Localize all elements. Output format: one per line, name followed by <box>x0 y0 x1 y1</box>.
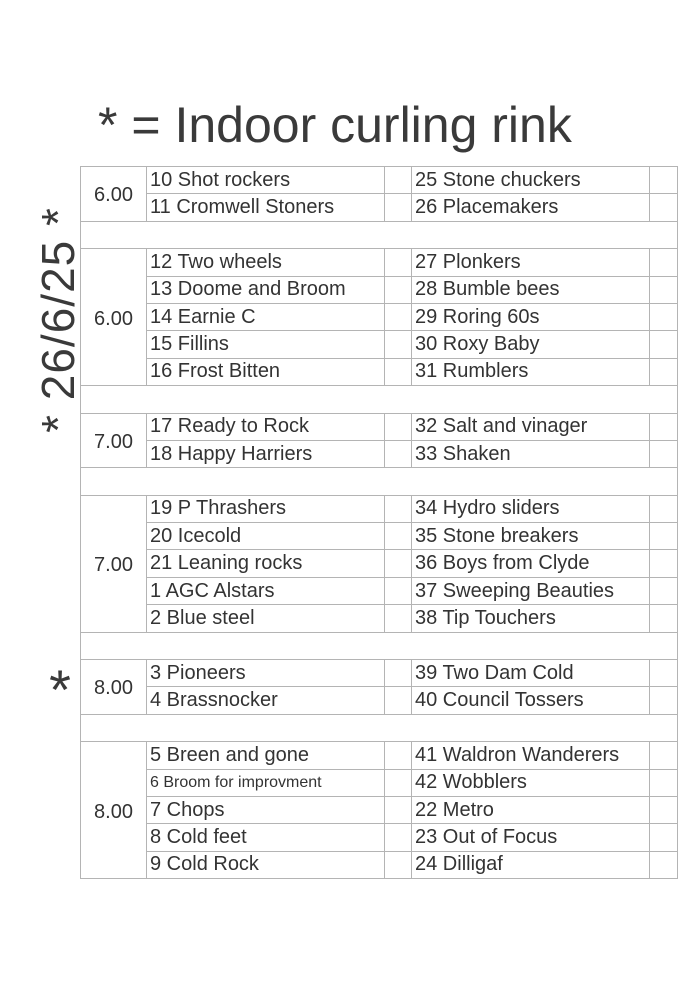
blank-cell <box>385 276 412 303</box>
blank-cell <box>650 824 678 851</box>
team-cell: 25 Stone chuckers <box>412 167 650 194</box>
team-cell: 38 Tip Touchers <box>412 605 650 632</box>
blank-cell <box>385 605 412 632</box>
blank-cell <box>385 824 412 851</box>
team-cell: 15 Fillins <box>147 331 385 358</box>
date-label <box>28 180 88 460</box>
blank-cell <box>385 577 412 604</box>
time-cell: 8.00 <box>81 660 147 715</box>
blank-cell <box>385 550 412 577</box>
team-cell: 26 Placemakers <box>412 194 650 221</box>
blank-cell <box>650 303 678 330</box>
table-row <box>81 687 678 714</box>
schedule-table <box>80 166 678 879</box>
time-cell: 8.00 <box>81 742 147 879</box>
table-row <box>81 769 678 796</box>
table-row <box>81 851 678 878</box>
team-cell: 3 Pioneers <box>147 660 385 687</box>
blank-cell <box>650 769 678 796</box>
team-cell: 27 Plonkers <box>412 249 650 276</box>
team-cell: 19 P Thrashers <box>147 495 385 522</box>
team-cell: 24 Dilligaf <box>412 851 650 878</box>
time-cell: 6.00 <box>81 249 147 386</box>
blank-cell <box>385 523 412 550</box>
blank-cell <box>650 851 678 878</box>
blank-cell <box>650 167 678 194</box>
time-cell: 7.00 <box>81 413 147 468</box>
team-cell: 1 AGC Alstars <box>147 577 385 604</box>
blank-cell <box>650 276 678 303</box>
table-row <box>81 577 678 604</box>
team-cell: 37 Sweeping Beauties <box>412 577 650 604</box>
team-cell: 20 Icecold <box>147 523 385 550</box>
blank-cell <box>385 796 412 823</box>
page-title: * = Indoor curling rink <box>98 97 572 153</box>
blank-cell <box>385 303 412 330</box>
blank-cell <box>385 194 412 221</box>
blank-cell <box>650 550 678 577</box>
gap-row <box>81 632 678 659</box>
team-cell: 28 Bumble bees <box>412 276 650 303</box>
table-row <box>81 523 678 550</box>
table-row <box>81 660 678 687</box>
table-row <box>81 742 678 769</box>
team-cell: 11 Cromwell Stoners <box>147 194 385 221</box>
blank-cell <box>650 331 678 358</box>
team-cell: 12 Two wheels <box>147 249 385 276</box>
blank-cell <box>650 523 678 550</box>
team-cell: 5 Breen and gone <box>147 742 385 769</box>
team-cell: 42 Wobblers <box>412 769 650 796</box>
blank-cell <box>650 495 678 522</box>
table-row <box>81 276 678 303</box>
blank-cell <box>650 413 678 440</box>
blank-cell <box>385 167 412 194</box>
team-cell: 34 Hydro sliders <box>412 495 650 522</box>
gap-row <box>81 468 678 495</box>
gap-row <box>81 714 678 741</box>
blank-cell <box>385 660 412 687</box>
blank-cell <box>650 577 678 604</box>
blank-cell <box>385 249 412 276</box>
blank-cell <box>385 851 412 878</box>
team-cell: 22 Metro <box>412 796 650 823</box>
blank-cell <box>385 413 412 440</box>
table-row <box>81 605 678 632</box>
table-row <box>81 440 678 467</box>
gap-row <box>81 221 678 248</box>
indoor-rink-marker: * <box>49 658 71 721</box>
blank-cell <box>385 358 412 385</box>
team-cell: 23 Out of Focus <box>412 824 650 851</box>
team-cell: 29 Roring 60s <box>412 303 650 330</box>
team-cell: 36 Boys from Clyde <box>412 550 650 577</box>
team-cell: 14 Earnie C <box>147 303 385 330</box>
table-row <box>81 303 678 330</box>
blank-cell <box>650 249 678 276</box>
team-cell: 31 Rumblers <box>412 358 650 385</box>
blank-cell <box>385 742 412 769</box>
blank-cell <box>650 660 678 687</box>
table-row <box>81 358 678 385</box>
blank-cell <box>650 358 678 385</box>
team-cell: 41 Waldron Wanderers <box>412 742 650 769</box>
blank-cell <box>650 194 678 221</box>
team-cell: 7 Chops <box>147 796 385 823</box>
team-cell: 39 Two Dam Cold <box>412 660 650 687</box>
table-row <box>81 249 678 276</box>
table-row <box>81 550 678 577</box>
blank-cell <box>650 687 678 714</box>
team-cell: 33 Shaken <box>412 440 650 467</box>
gap-row <box>81 386 678 413</box>
team-cell: 40 Council Tossers <box>412 687 650 714</box>
team-cell: 32 Salt and vinager <box>412 413 650 440</box>
team-cell: 4 Brassnocker <box>147 687 385 714</box>
blank-cell <box>650 796 678 823</box>
table-row <box>81 413 678 440</box>
table-row <box>81 495 678 522</box>
team-cell: 8 Cold feet <box>147 824 385 851</box>
blank-cell <box>385 769 412 796</box>
blank-cell <box>650 605 678 632</box>
table-row <box>81 824 678 851</box>
team-cell: 6 Broom for improvment <box>147 769 385 796</box>
team-cell: 10 Shot rockers <box>147 167 385 194</box>
table-row <box>81 167 678 194</box>
blank-cell <box>385 440 412 467</box>
team-cell: 9 Cold Rock <box>147 851 385 878</box>
time-cell: 6.00 <box>81 167 147 222</box>
team-cell: 16 Frost Bitten <box>147 358 385 385</box>
team-cell: 2 Blue steel <box>147 605 385 632</box>
table-row <box>81 194 678 221</box>
team-cell: 13 Doome and Broom <box>147 276 385 303</box>
blank-cell <box>650 742 678 769</box>
blank-cell <box>385 687 412 714</box>
blank-cell <box>385 495 412 522</box>
team-cell: 21 Leaning rocks <box>147 550 385 577</box>
table-row <box>81 331 678 358</box>
team-cell: 30 Roxy Baby <box>412 331 650 358</box>
team-cell: 18 Happy Harriers <box>147 440 385 467</box>
time-cell: 7.00 <box>81 495 147 632</box>
table-row <box>81 796 678 823</box>
date-text: * 26/6/25 * <box>32 207 84 433</box>
team-cell: 35 Stone breakers <box>412 523 650 550</box>
blank-cell <box>650 440 678 467</box>
blank-cell <box>385 331 412 358</box>
team-cell: 17 Ready to Rock <box>147 413 385 440</box>
